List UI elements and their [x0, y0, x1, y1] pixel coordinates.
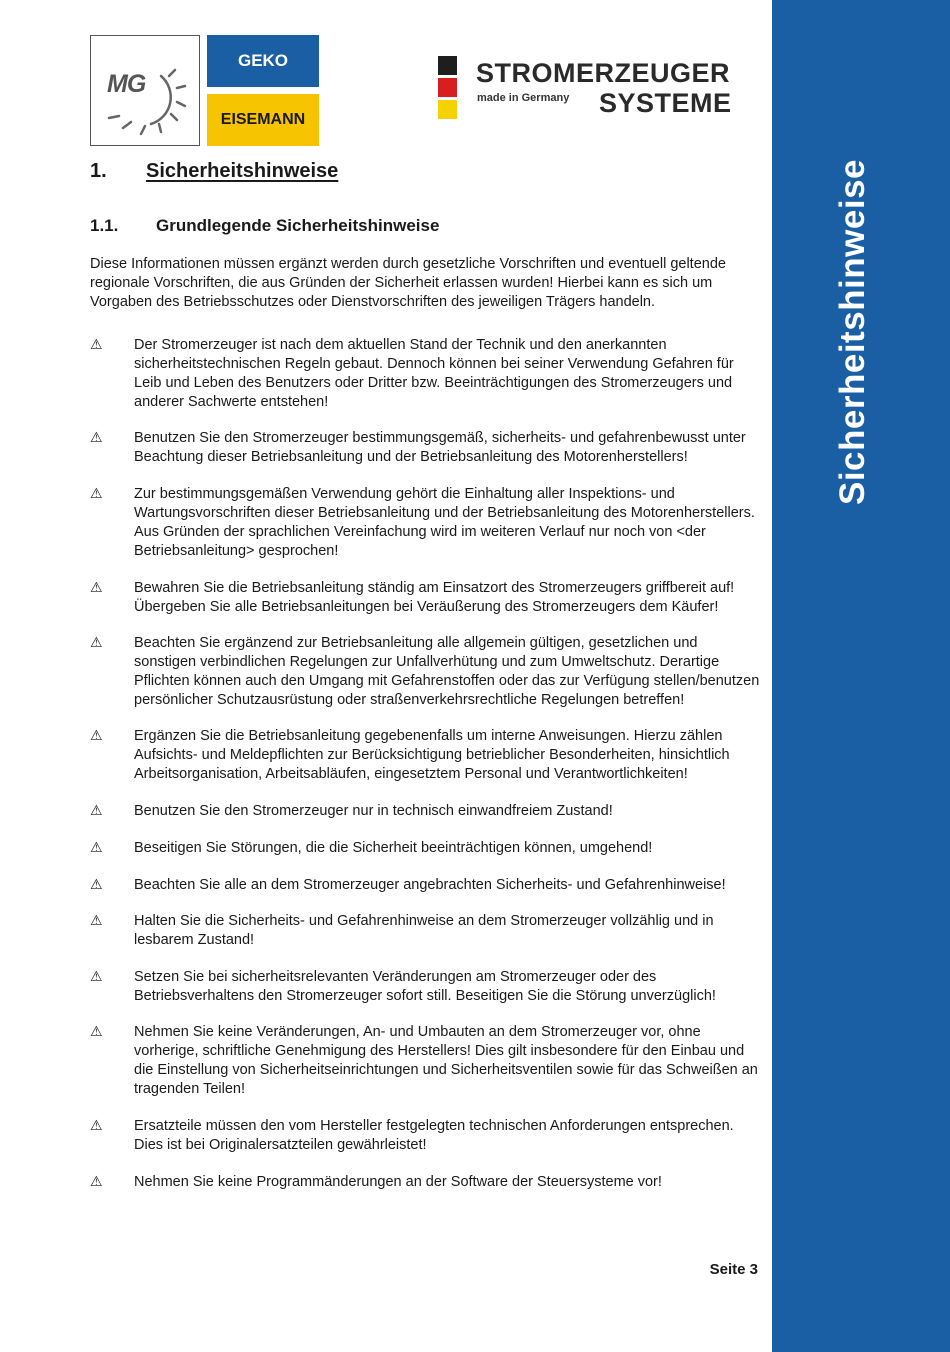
flag-stripe-red: [438, 78, 457, 97]
safety-item-text: Beseitigen Sie Störungen, die die Sicherheit beeinträchtigen können, umgehend!: [134, 840, 653, 856]
safety-item-text: Bewahren Sie die Betriebsanleitung ständig am Einsatzort des Stromerzeugers griffbereit auf! Übergeben Sie alle Betriebsanleitungen bei Veräußerung des Stromerzeugers dem Käufer!: [134, 580, 735, 615]
warning-icon: ⚠: [90, 486, 103, 502]
warning-icon: ⚠: [90, 337, 103, 353]
flag-stripe-gold: [438, 100, 457, 119]
safety-item-text: Beachten Sie alle an dem Stromerzeuger angebrachten Sicherheits- und Gefahrenhinweise!: [134, 877, 726, 893]
safety-item-text: Ersatzteile müssen den vom Hersteller festgelegten technischen Anforderungen entsprechen. Dies ist bei Originalersatzteilen gewährleistet!: [134, 1118, 734, 1153]
safety-item-text: Halten Sie die Sicherheits- und Gefahrenhinweise an dem Stromerzeuger vollzählig und in lesbarem Zustand!: [134, 913, 714, 948]
section-title: Sicherheitshinweise: [146, 160, 339, 182]
gear-icon: [91, 36, 199, 144]
section-number: 1.: [90, 160, 107, 182]
eisemann-logo: EISEMANN: [207, 94, 319, 146]
warning-icon: ⚠: [90, 430, 103, 446]
warning-icon: ⚠: [90, 840, 103, 856]
safety-item-text: Nehmen Sie keine Programmänderungen an der Software der Steuersysteme vor!: [134, 1174, 662, 1190]
subsection-number: 1.1.: [90, 216, 119, 235]
safety-item-text: Nehmen Sie keine Veränderungen, An- und Umbauten an dem Stromerzeuger vor, ohne vorherige, schriftliche Genehmigung des Herstellers! Dies gilt insbesondere für den Einbau und die Einstellung von Sicherheitseinrichtungen und Sicherheitsventilen sowie für das Schweißen an tragenden Teilen!: [134, 1024, 758, 1097]
safety-item-text: Der Stromerzeuger ist nach dem aktuellen Stand der Technik und den anerkannten sicherheitstechnischen Regeln gebaut. Dennoch können bei seiner Verwendung Gefahren für Leib und Leben des Benutzers oder Dritter bzw. Beeinträchtigungen des Stromerzeugers und anderer Sachwerte entstehen!: [134, 337, 734, 410]
safety-item-text: Setzen Sie bei sicherheitsrelevanten Veränderungen am Stromerzeuger oder des Betriebsverhaltens den Stromerzeuger sofort still. Beseitigen Sie die Störung unverzüglich!: [134, 969, 716, 1004]
warning-icon: ⚠: [90, 877, 103, 893]
safety-item-text: Benutzen Sie den Stromerzeuger bestimmungsgemäß, sicherheits- und gefahrenbewusst unter Beachtung dieser Betriebsanleitung und der Betriebsanleitung des Motorenherstellers!: [134, 430, 746, 465]
brand-tagline: made in Germany: [477, 92, 570, 104]
warning-icon: ⚠: [90, 580, 103, 596]
warning-icon: ⚠: [90, 635, 103, 651]
brand-title: STROMERZEUGER: [476, 58, 731, 88]
geko-logo: GEKO: [207, 35, 319, 87]
mg-logo-text: MG: [107, 70, 146, 98]
safety-item-text: Ergänzen Sie die Betriebsanleitung gegebenenfalls um interne Anweisungen. Hierzu zählen Aufsichts- und Meldepflichten zur Berücksichtigung betrieblicher Besonderheiten, hinsichtlich Arbeitsorganisation, Arbeitsabläufen, eingesetztem Personal und Verantwortlichkeiten!: [134, 728, 730, 782]
mg-logo: [90, 35, 200, 146]
flag-stripe-black: [438, 56, 457, 75]
subsection-title: Grundlegende Sicherheitshinweise: [156, 216, 440, 235]
brand-systeme: SYSTEME: [599, 88, 732, 118]
safety-item-text: Beachten Sie ergänzend zur Betriebsanleitung alle allgemein gültigen, gesetzlichen und sonstigen verbindlichen Regelungen zur Unfallverhütung und zum Umweltschutz. Derartige Pflichten können auch den Umgang mit Gefahrenstoffen oder das zur Verfügung stellen/benutzen persönlicher Schutzausrüstung oder straßenverkehrsrechtliche Regelungen betreffen!: [134, 635, 760, 708]
page-number: Seite 3: [709, 1261, 758, 1278]
warning-icon: ⚠: [90, 969, 103, 985]
warning-icon: ⚠: [90, 803, 103, 819]
warning-icon: ⚠: [90, 1024, 103, 1040]
warning-icon: ⚠: [90, 1118, 103, 1134]
safety-item-text: Benutzen Sie den Stromerzeuger nur in technisch einwandfreiem Zustand!: [134, 803, 613, 819]
intro-paragraph: Diese Informationen müssen ergänzt werden durch gesetzliche Vorschriften und eventuell geltende regionale Vorschriften, die aus Gründen der Sicherheit erlassen wurden! Hierbei kann es sich um Vorgaben des Betriebsschutzes oder Dienstvorschriften des jeweiligen Trägers handeln.: [90, 256, 726, 310]
warning-icon: ⚠: [90, 728, 103, 744]
safety-item-text: Zur bestimmungsgemäßen Verwendung gehört die Einhaltung aller Inspektions- und Wartungsvorschriften dieser Betriebsanleitung und der Betriebsanleitung des Motorenherstellers. Aus Gründen der sprachlichen Vereinfachung wird im weiteren Verlauf nur noch von <der Betriebsanleitung> gesprochen!: [134, 486, 755, 559]
sidebar-title: Sicherheitshinweise: [833, 158, 872, 506]
warning-icon: ⚠: [90, 913, 103, 929]
warning-icon: ⚠: [90, 1174, 103, 1190]
